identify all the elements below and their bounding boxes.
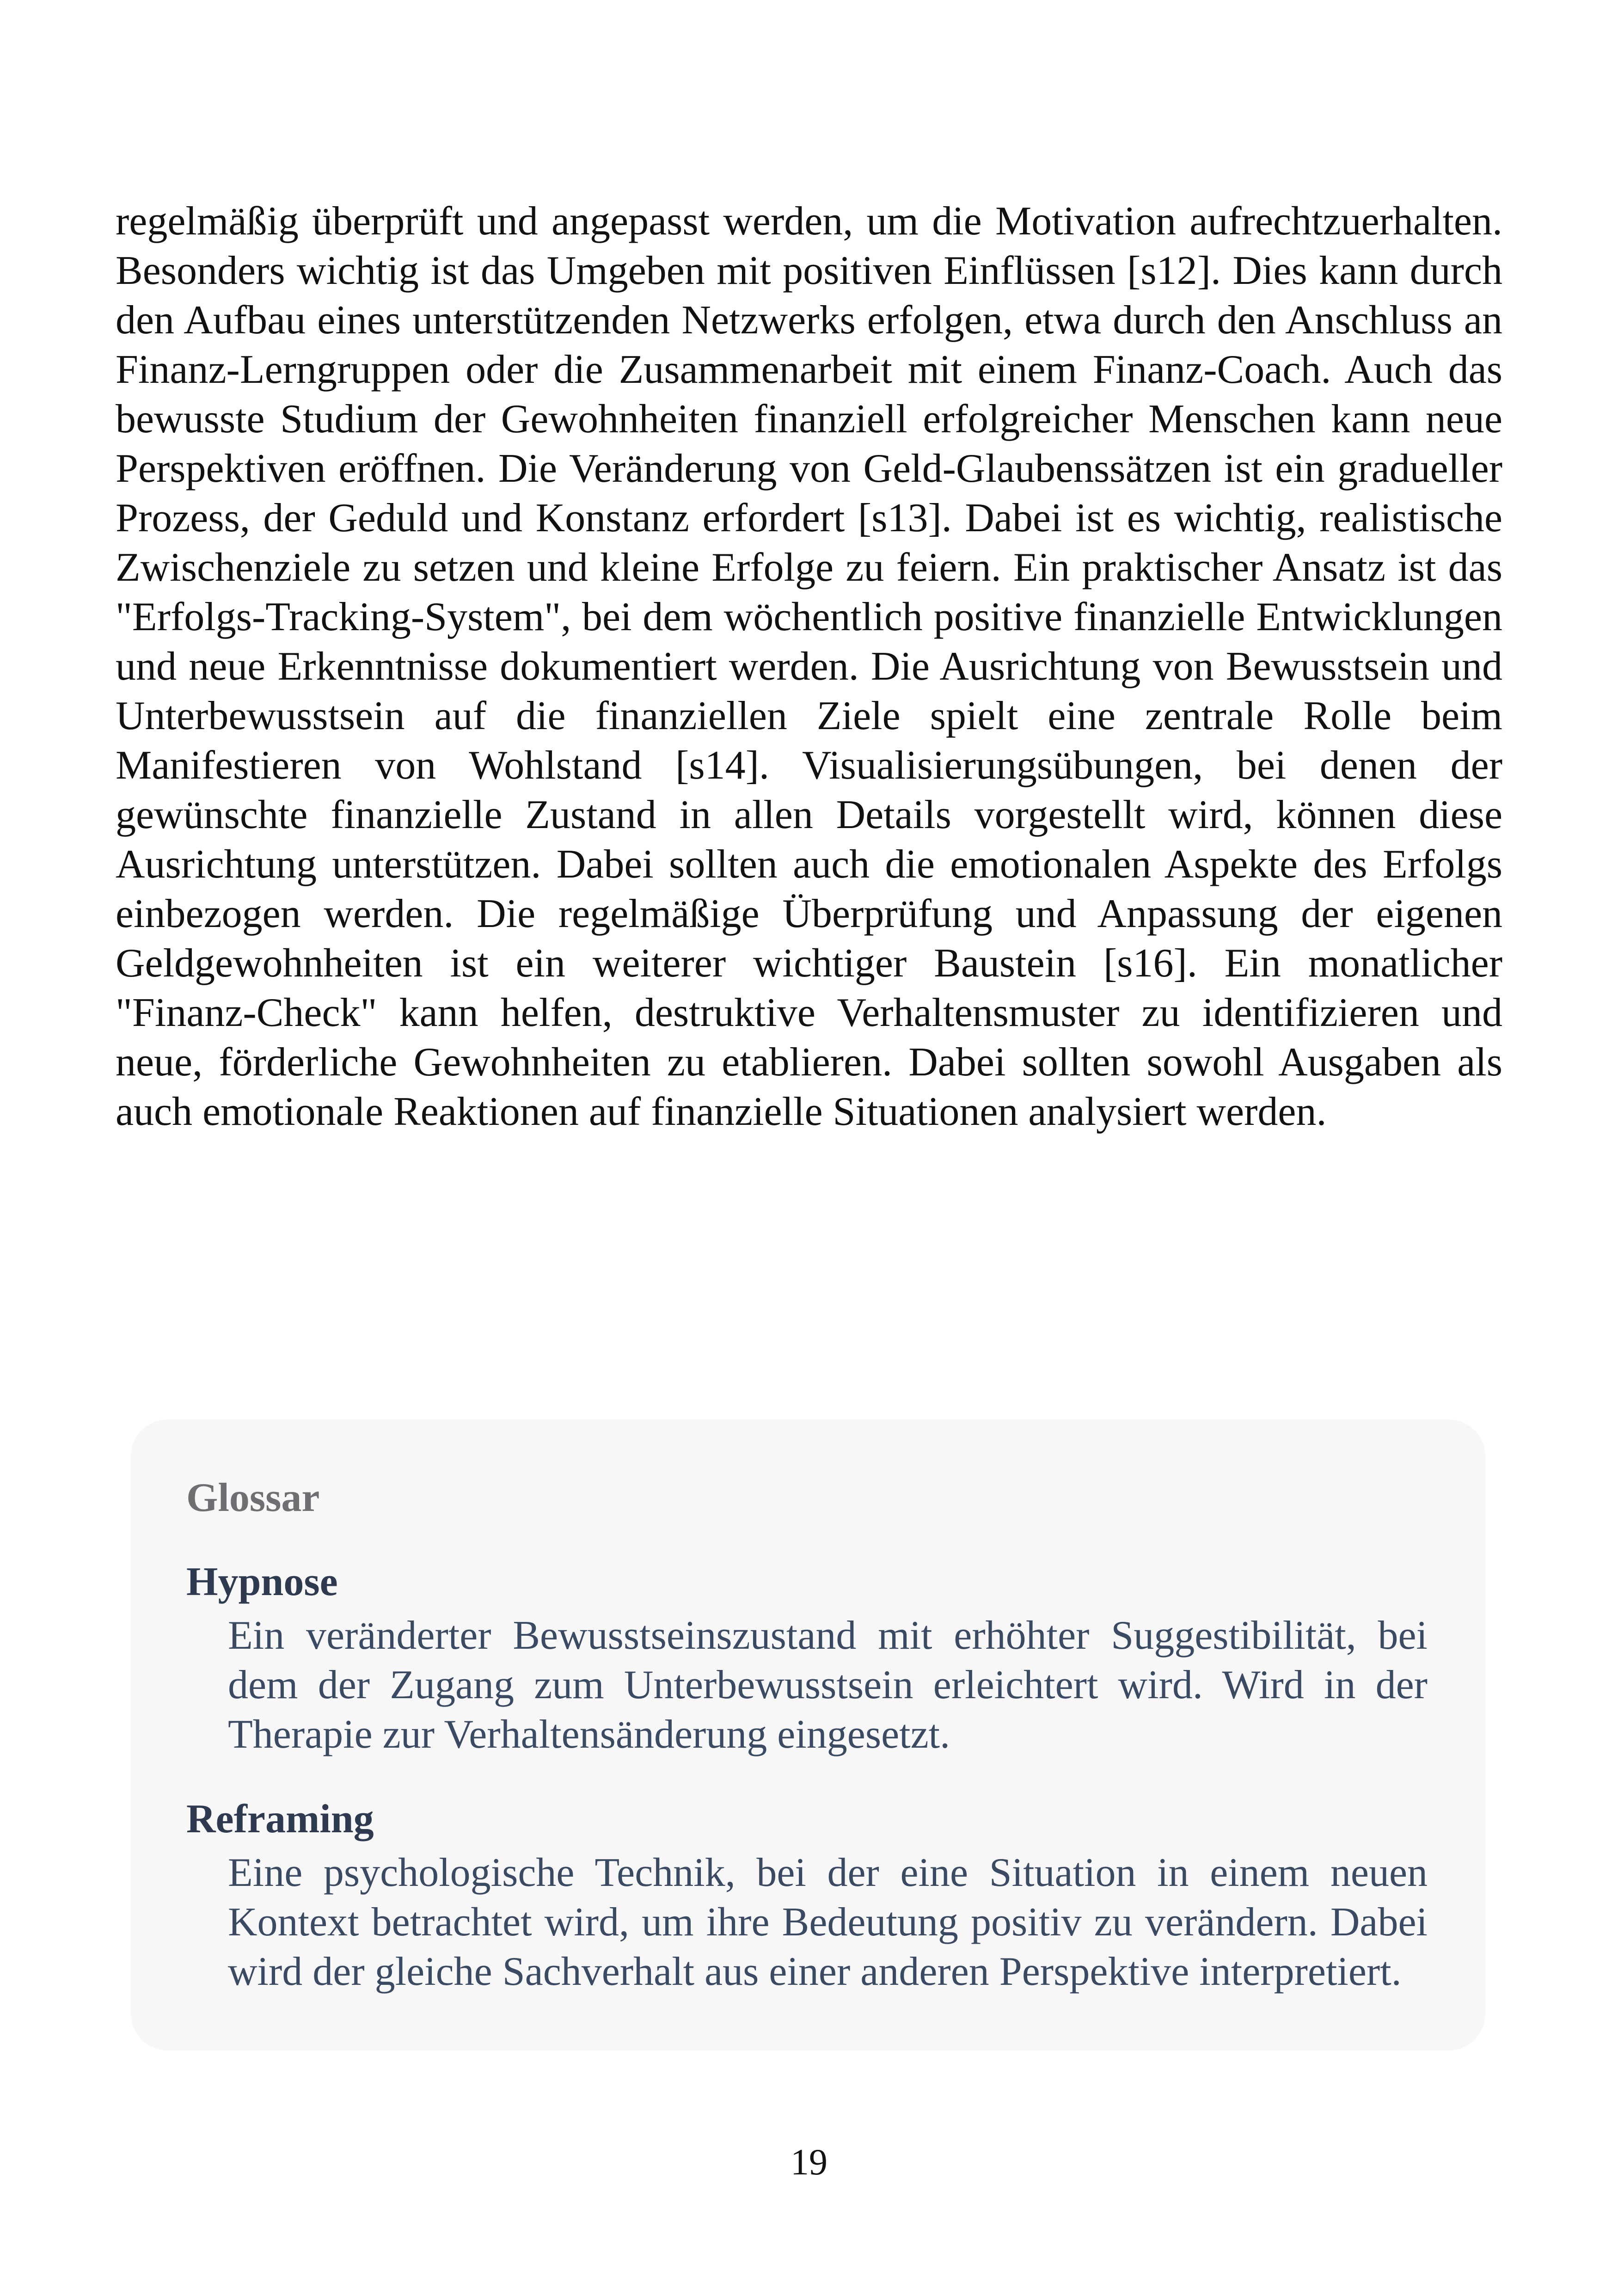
body-paragraph: regelmäßig überprüft und angepasst werden, um die Motivation aufrechtzuerhalten. Besonders wichtig ist das Umgeben mit positiven Einflüssen [s12]. Dies kann durch den Aufbau eines unterstützenden Netzwerks erfolgen, etwa durch den Anschluss an Finanz-Lerngruppen oder die Zusammenarbeit mit einem Finanz-Coach. Auch das bewusste Studium der Gewohnheiten finanziell erfolgreicher Menschen kann neue Perspektiven eröffnen. Die Veränderung von Geld-Glaubenssätzen ist ein gradueller Prozess, der Geduld und Konstanz erfordert [s13]. Dabei ist es wichtig, realistische Zwischenziele zu setzen und kleine Erfolge zu feiern. Ein praktischer Ansatz ist das "Erfolgs-Tracking-System", bei dem wöchentlich positive finanzielle Entwicklungen und neue Erkenntnisse dokumentiert werden. Die Ausrichtung von Bewusstsein und Unterbewusstsein auf die finanziellen Ziele spielt eine zentrale Rolle beim Manifestieren von Wohlstand [s14]. Visualisierungsübungen, bei denen der gewünschte finanzielle Zustand in allen Details vorgestellt wird, können diese Ausrichtung unterstützen. Dabei sollten auch die emotionalen Aspekte des Erfolgs einbezogen werden. Die regelmäßige Überprüfung und Anpassung der eigenen Geldgewohnheiten ist ein weiterer wichtiger Baustein [s16]. Ein monatlicher "Finanz-Check" kann helfen, destruktive Verhaltensmuster zu identifizieren und neue, förderliche Gewohnheiten zu etablieren. Dabei sollten sowohl Ausgaben als auch emotionale Reaktionen auf finanzielle Situationen analysiert werden. [116,199,1502,1134]
glossary-title: Glossar [186,1475,320,1520]
glossary-entry-hypnose [186,1559,1428,1759]
glossary-entry-reframing [186,1796,1428,1996]
glossary-term: Reframing [186,1797,374,1842]
glossary-definition: Eine psychologische Technik, bei der eine Situation in einem neuen Kontext betrachtet wird, um ihre Bedeutung positiv zu verändern. Dabei wird der gleiche Sachverhalt aus einer anderen Perspektive interpretiert. [228,1850,1428,1994]
page-number: 19 [791,2142,827,2183]
glossary-term: Hypnose [186,1559,338,1604]
glossary-box [131,1419,1485,2050]
glossary-definition: Ein veränderter Bewusstseinszustand mit erhöhter Suggestibilität, bei dem der Zugang zum Unterbewusstsein erleichtert wird. Wird in der Therapie zur Verhaltensänderung eingesetzt. [228,1613,1428,1757]
